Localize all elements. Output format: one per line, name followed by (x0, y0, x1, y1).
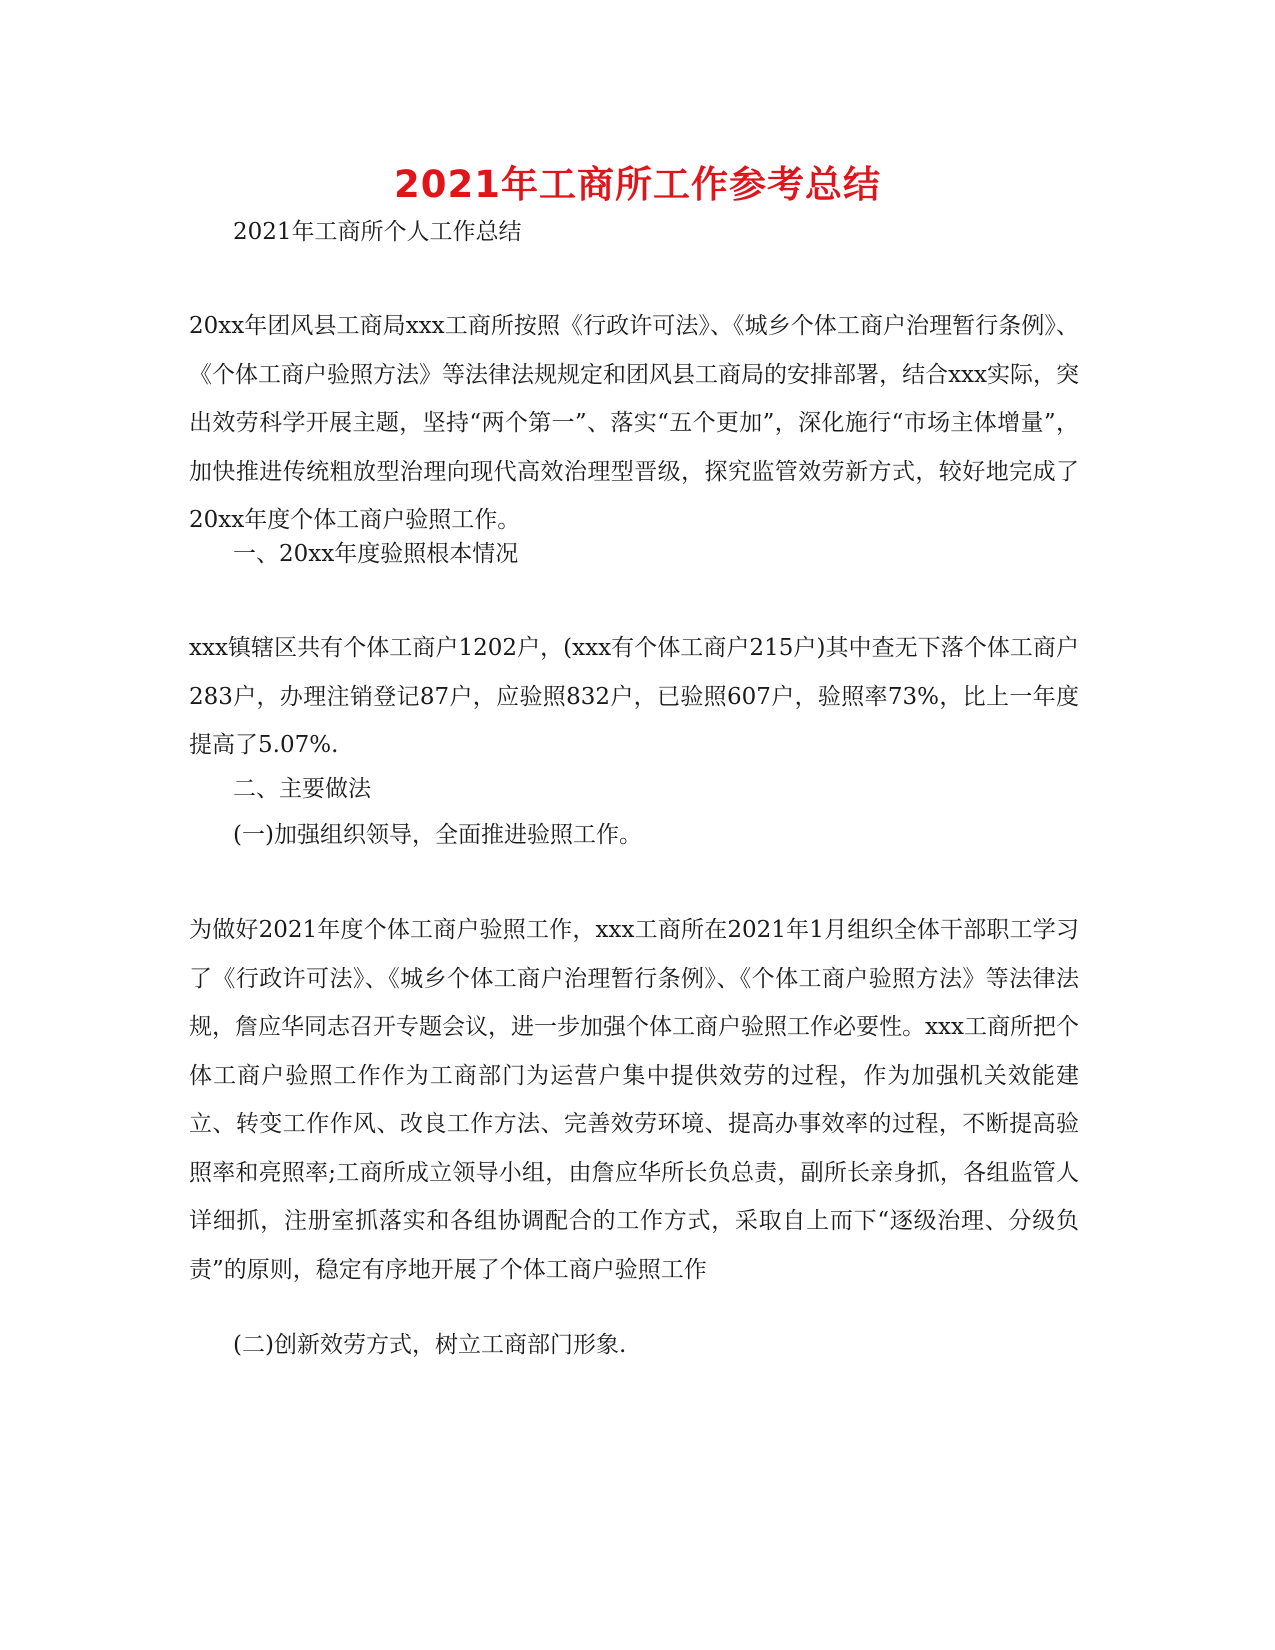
section-heading-basic-situation: 一、20xx年度验照根本情况 (233, 541, 519, 567)
intro-paragraph: 20xx年团风县工商局xxx工商所按照《行政许可法》、《城乡个体工商户治理暂行条例》、《个体工商户验照方法》等法律法规规定和团风县工商局的安排部署，结合xxx实际，突出效劳科学开展主题，坚持“两个第一”、落实“五个更加”，深化施行“市场主体增量”，加快推进传统粗放型治理向现代高效治理型晋级，探究监管效劳新方式，较好地完成了20xx年度个体工商户验照工作。 (189, 313, 1079, 533)
document-subtitle: 2021年工商所个人工作总结 (233, 219, 522, 245)
organization-paragraph: 为做好2021年度个体工商户验照工作，xxx工商所在2021年1月组织全体干部职工学习了《行政许可法》、《城乡个体工商户治理暂行条例》、《个体工商户验照方法》等法律法规，詹应华同志召开专题会议，进一步加强个体工商户验照工作必要性。xxx工商所把个体工商户验照工作作为工商部门为运营户集中提供效劳的过程，作为加强机关效能建立、转变工作作风、改良工作方法、完善效劳环境、提高办事效率的过程，不断提高验照率和亮照率;工商所成立领导小组，由詹应华所长负总责，副所长亲身抓，各组监管人详细抓，注册室抓落实和各组协调配合的工作方式，采取自上而下“逐级治理、分级负责”的原则，稳定有序地开展了个体工商户验照工作 (189, 917, 1079, 1283)
section-heading-main-practices: 二、主要做法 (233, 776, 371, 802)
document-title: 2021年工商所工作参考总结 (394, 163, 881, 206)
subsection-heading-service-innovation: (二)创新效劳方式，树立工商部门形象. (233, 1332, 627, 1358)
basic-situation-paragraph: xxx镇辖区共有个体工商户1202户，(xxx有个体工商户215户)其中查无下落个体工商户283户，办理注销登记87户，应验照832户，已验照607户，验照率73%，比上一年度提高了5.07%. (189, 635, 1079, 758)
subsection-heading-organization: (一)加强组织领导，全面推进验照工作。 (233, 822, 642, 848)
